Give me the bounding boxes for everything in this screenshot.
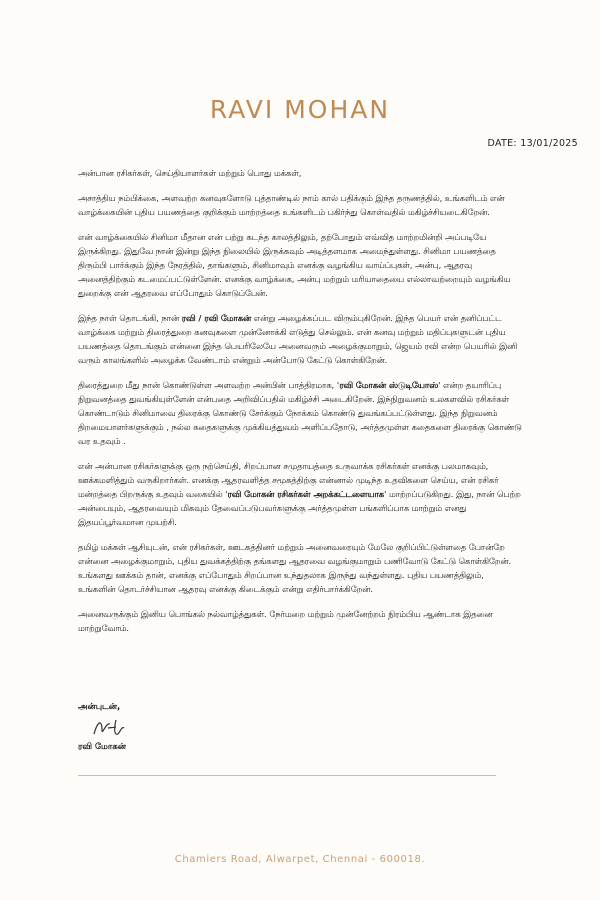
footer-divider — [78, 775, 496, 776]
p5-text-c: ' மாற்றப்படுகிறது. இது, நான் பெற்ற அன்பையும், ஆதரவையும் மிகவும் தேவைப்படுபவர்களுக்கு அர்த்தமுள்ள பங்களிப்பாக மாற்றும் எனது இதயப்பூர்வமான முயற்சி. — [78, 489, 521, 527]
p5-text-a: என் அன்பான ரசிகர்களுக்கு ஒரு நற்செய்தி, சிறப்பான சமுதாயத்தை உருவாக்க ரசிகர்கள் எனக்கு பலமாகவும், ஊக்கமளித்தும் வருகிறார்கள். எனக்கு ஆதரவளித்த சமூகத்திற்கு என்னால் முடிந்த உதவிகளை செய்ய, என் ரசிகர் மன்றத்தை பிறருக்கு உதவும் வகையில் ' — [78, 461, 499, 499]
p4-text-a: திரைத்துறை மீது நான் கொண்டுள்ள அளவற்ற அன்பின் பாத்திரமாக, ' — [78, 380, 340, 390]
paragraph-5 — [78, 459, 523, 529]
p3-text-a: இந்த நாள் தொடங்கி, நான் — [78, 313, 182, 323]
paragraph-2: என் வாழ்க்கையில் சினிமா மீதான என் பற்று கடந்த காலத்திலும், தற்போதும் எவ்வித மாற்றமின்றி அப்படியே இருக்கிறது. இதுவே நான் இன்று இந்த நிலையில் இருக்கவும் அடித்தளமாக அமைந்துள்ளது. சினிமா பயணத்தை திரும்பி பார்க்கும் இந்த நேரத்தில், தாங்களும், சினிமாவும் எனக்கு வழங்கிய வாய்ப்புகள், அன்பு, ஆதரவு அனைத்திற்கும் கடமைப்பட்டுள்ளேன். எனக்கு வாழ்க்கை, அன்பு மற்றும் மரியாதையை எல்லாவற்றையும் வழங்கிய துறைக்கு என் ஆதரவை எப்போதும் கொடுப்பேன். — [78, 232, 511, 298]
paragraph-6: தமிழ் மக்கள் ஆசியுடன், என் ரசிகர்கள், ஊடகத்தினர் மற்றும் அனைவரையும் மேலே குறிப்பிட்டுள்ளதை போன்றே என்னை அழைக்குமாறும், புதிய துவக்கத்திற்கு தங்களது ஆதரவை வழங்குமாறும் பணிவோடு கேட்டு கொள்கிறேன். உங்களது ஊக்கம் தான், எனக்கு எப்போதும் சிறப்பான உந்துதலாக இருந்து வந்துள்ளது. புதிய பயணத்திலும், உங்களின் தொடர்ச்சியான ஆதரவு எனக்கு கிடைக்கும் என்று எதிர்பார்க்கிறேன். — [78, 542, 512, 594]
letterhead-brand: RAVI MOHAN — [209, 95, 391, 124]
signatory-name: ரவி மோகன் — [78, 742, 127, 752]
signature-scribble — [90, 716, 130, 740]
letter-body — [78, 166, 523, 646]
p4-text-c: ' என்ற தயாரிப்பு நிறுவனத்தை துவங்கியுள்ளேன் என்பதை அறிவிப்பதில் மகிழ்ச்சி அடைகிறேன். இந்நிறுவனம் உலகளவில் ரசிகர்கள் கொண்டாடும் சினிமாவை திரைக்கு கொண்டு சேர்க்கும் நோக்கம் கொண்டு துவங்கப்பட்டுள்ளது. இந்த நிறுவனம் திறமையாளர்களுக்கும் , நல்ல கதைகளுக்கு முக்கியத்துவம் அளிப்பதோடு, அர்த்தமுள்ள கதைகளை திரைக்கு கொண்டு வர உதவும் . — [78, 380, 522, 446]
p4-studio-bold: ரவி மோகன் ஸ்டுடியோஸ் — [339, 380, 439, 390]
p5-foundation-bold: ரவி மோகன் ரசிகர்கள் அறக்கட்டளையாக — [227, 489, 385, 499]
closing-block — [78, 700, 130, 754]
paragraph-4 — [78, 378, 523, 448]
footer-address: Chamiers Road, Alwarpet, Chennai - 600018. — [174, 854, 426, 865]
p3-text-c: என்று அழைக்கப்பட விரும்புகிறேன். இந்த பெயர் என் தனிப்பட்ட வாழ்க்கை மற்றும் திரைத்துறை கனவுகளை முன்னோக்கி எடுத்து செல்லும். என் கனவு மற்றும் மதிப்புகளுடன் புதிய பயணத்தை தொடங்கும் என்னை இந்த பெயரிலேயே அனைவரும் அழைக்குமாறும், ஜெயம் ரவி என்ற பெயரில் இனி வரும் காலங்களில் அழைக்க வேண்டாம் என்றும் அன்போடு கேட்டு கொள்கிறேன். — [78, 313, 518, 365]
letter-date: DATE: 13/01/2025 — [487, 138, 578, 149]
paragraph-3 — [78, 311, 523, 367]
salutation: அன்பான ரசிகர்கள், செய்தியாளர்கள் மற்றும் பொது மக்கள், — [78, 168, 302, 178]
paragraph-1: அசாத்திய நம்பிக்கை, அளவற்ற கனவுகளோடு புத்தாண்டில் நாம் கால் பதிக்கும் இந்த தருணத்தில், உங்களிடம் என் வாழ்க்கையின் புதிய பயணத்தை குறிக்கும் மாற்றத்தை உங்களிடம் பகிர்ந்து கொள்வதில் மகிழ்ச்சியடைகிறேன். — [78, 193, 505, 217]
closing-regards: அன்புடன், — [78, 702, 121, 712]
p3-name-bold: ரவி / ரவி மோகன் — [181, 313, 252, 323]
handwritten-signature — [90, 716, 130, 740]
paragraph-7: அனைவருக்கும் இனிய பொங்கல் நல்வாழ்த்துகள். நேர்மறை மற்றும் முன்னேற்றம் நிரம்பிய ஆண்டாக இதனை மாற்றுவோம். — [78, 609, 493, 633]
